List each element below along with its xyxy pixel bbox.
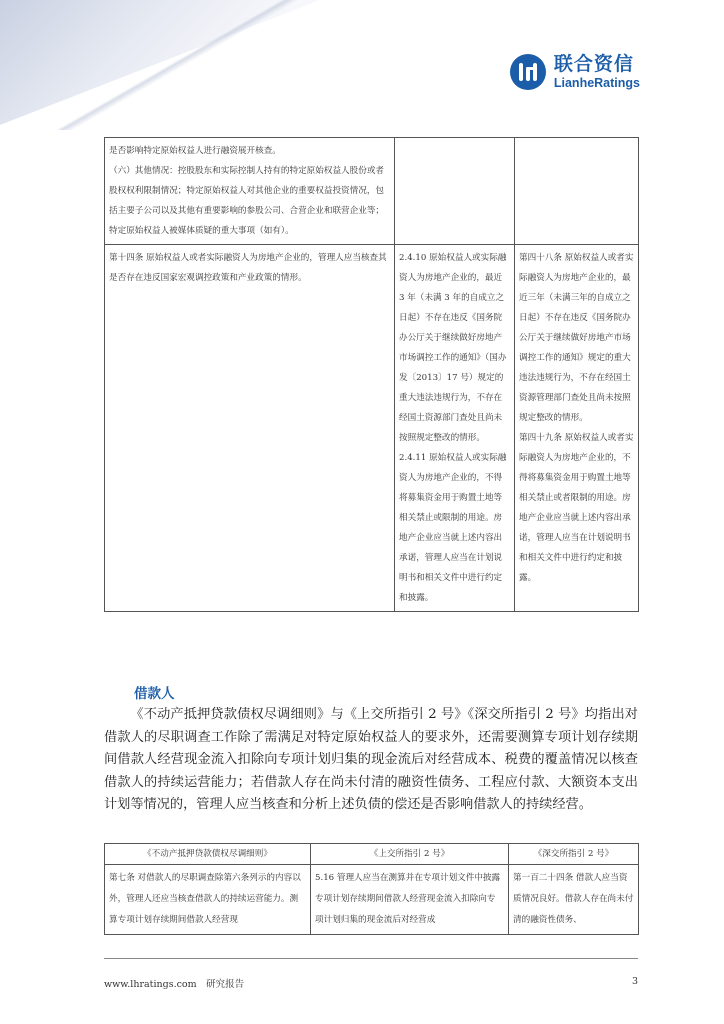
table-cell-right: 第一百二十四条 借款人应当资质情况良好。借款人存在尚未付清的融资性债务、 (509, 865, 639, 935)
table-cell-left: 第七条 对借款人的尽职调查除第六条列示的内容以外，管理人还应当核查借款人的持续运营能力。测算专项计划存续期间借款人经营现 (105, 865, 311, 935)
header-decoration-line (0, 0, 360, 130)
table-cell-mid (395, 138, 515, 245)
comparison-table-borrower (104, 843, 639, 935)
page-number: 3 (632, 976, 639, 987)
cell-paragraph: （六）其他情况：控股股东和实际控制人持有的特定原始权益人股份或者股权权利限制情况；特定原始权益人对其他企业的重要权益投资情况，包括主要子公司以及其他有重要影响的参股公司、合营企业和联营企业等；特定原始权益人被媒体质疑的重大事项（如有）。 (109, 166, 385, 236)
logo-english-name: LianheRatings (553, 75, 640, 90)
footer-divider (104, 958, 638, 959)
column-header: 《上交所指引 2 号》 (311, 844, 509, 865)
table-cell-right (515, 138, 639, 245)
table-row (105, 245, 639, 612)
table-cell-mid: 5.16 管理人应当在测算并在专项计划文件中披露专项计划存续期间借款人经营现金流入扣除向专项计划归集的现金流后对经营成 (311, 865, 509, 935)
table-row (105, 865, 639, 935)
table-cell-right (515, 245, 639, 612)
cell-paragraph: 第四十九条 原始权益人或者实际融资人为房地产企业的，不得将募集资金用于购置土地等相关禁止或者限制的用途。房地产企业应当就上述内容出承诺，管理人应当在计划说明书和相关文件中进行约定和披露。 (519, 433, 634, 583)
section-paragraph: 《不动产抵押贷款债权尽调细则》与《上交所指引 2 号》《深交所指引 2 号》均指出对借款人的尽职调查工作除了需满足对特定原始权益人的要求外，还需要测算专项计划存续期间借款人经营现金流入扣除向专项计划归集的现金流后对经营成本、税费的覆盖情况以核查借款人的持续运营能力；若借款人存在尚未付清的融资性债务、工程应付款、大额资本支出计划等情况的，管理人应当核查和分析上述负债的偿还是否影响借款人的持续经营。 (104, 707, 638, 812)
comparison-table-original-owner (104, 137, 639, 612)
table-cell-left (105, 138, 395, 245)
cell-paragraph: 第四十八条 原始权益人或者实际融资人为房地产企业的，最近三年（未满三年的自成立之日起）不存在违反《国务院办公厅关于继续做好房地产市场调控工作的通知》规定的重大违法违规行为，不存在经国土资源管理部门查处且尚未按照规定整改的情形。 (519, 253, 634, 423)
column-header: 《深交所指引 2 号》 (509, 844, 639, 865)
table-cell-mid (395, 245, 515, 612)
cell-paragraph: 是否影响特定原始权益人进行融资展开核查。 (109, 146, 281, 156)
footer-website: www.lhratings.com 研究报告 (104, 979, 245, 990)
table-header-row (105, 844, 639, 865)
section-heading: 借款人 (134, 686, 175, 702)
logo-mark-icon (510, 54, 546, 90)
table-cell-left (105, 245, 395, 612)
cell-paragraph: 2.4.11 原始权益人或实际融资人为房地产企业的，不得将募集资金用于购置土地等相关禁止或限制的用途。房地产企业应当就上述内容出承诺，管理人应当在计划说明书和相关文件中进行约定和披露。 (399, 453, 507, 603)
company-logo (510, 54, 640, 90)
table-row (105, 138, 639, 245)
logo-chinese-name: 联合资信 (553, 52, 634, 75)
cell-paragraph: 第十四条 原始权益人或者实际融资人为房地产企业的，管理人应当核查其是否存在违反国家宏观调控政策和产业政策的情形。 (109, 253, 387, 283)
cell-paragraph: 2.4.10 原始权益人或实际融资人为房地产企业的，最近 3 年（未满 3 年的自成立之日起）不存在违反《国务院办公厅关于继续做好房地产市场调控工作的通知》（国办发〔2013〕17 号）规定的重大违法违规行为，不存在经国土资源部门查处且尚未按照规定整改的情形。 (399, 253, 507, 443)
column-header: 《不动产抵押贷款债权尽调细则》 (105, 844, 311, 865)
